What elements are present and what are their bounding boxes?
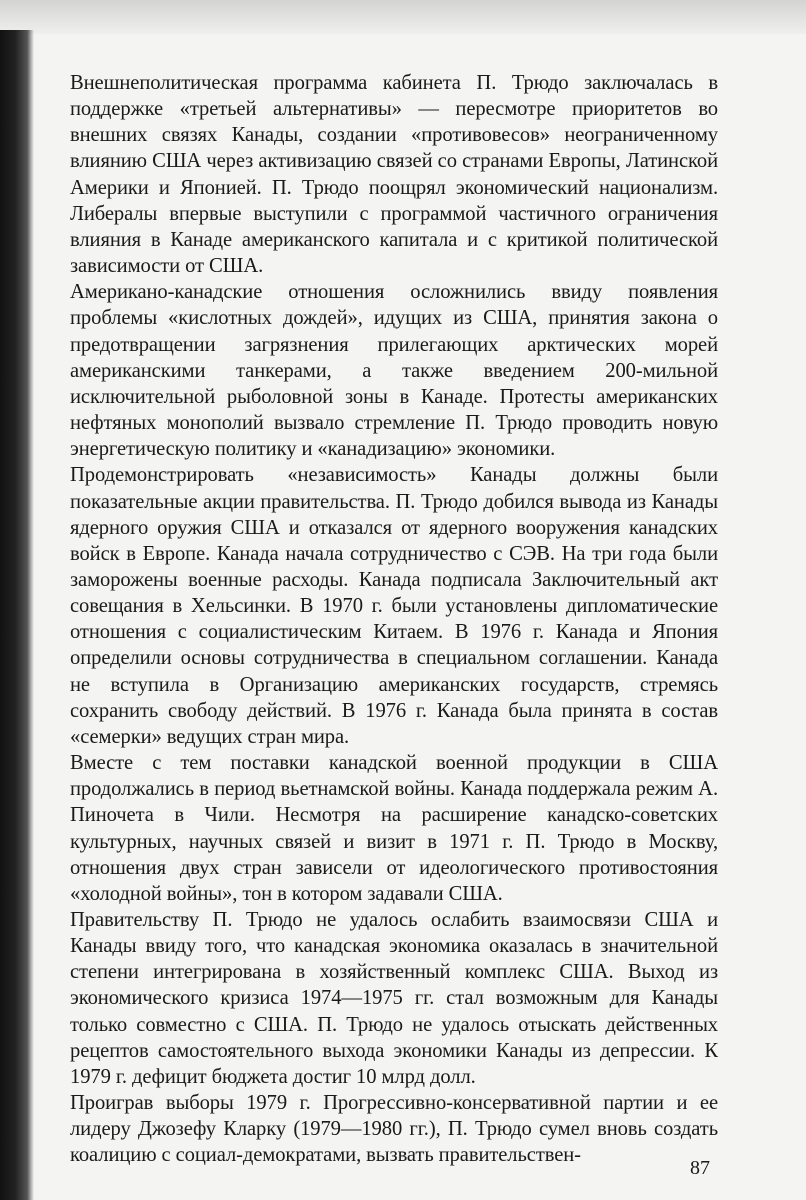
paragraph-4: Вместе с тем поставки канадской военной продукции в США продолжались в период вьетнамской войны. Канада поддержала режим А. Пиночета в Чили. Несмотря на расширение канадско-советских культурных, научных связей и визит в 1971 г. П. Трюдо в Москву, отношения двух стран зависели от идеологического противостояния «холодной войны», тон в котором задавали США. <box>70 752 718 905</box>
paragraph-1: Внешнеполитическая программа кабинета П. Трюдо заключалась в поддержке «третьей альтернативы» — пересмотре приоритетов во внешних связях Канады, создании «противовесов» неограниченному влиянию США через активизацию связей со странами Европы, Латинской Америки и Японией. П. Трюдо поощрял экономический национализм. Либералы впервые выступили с программой частичного ограничения влияния в Канаде американского капитала и с критикой политической зависимости от США. <box>70 72 718 278</box>
scan-top-shadow <box>0 0 806 34</box>
scan-binding-shadow <box>0 30 34 1200</box>
paragraph-5: Правительству П. Трюдо не удалось ослабить взаимосвязи США и Канады ввиду того, что канадская экономика оказалась в значительной степени интегрирована в хозяйственный комплекс США. Выход из экономического кризиса 1974—1975 гг. стал возможным для Канады только совместно с США. П. Трюдо не удалось отыскать действенных рецептов самостоятельного выхода экономики Канады из депрессии. К 1979 г. дефицит бюджета достиг 10 млрд долл. <box>70 909 718 1088</box>
page-number: 87 <box>690 1157 710 1179</box>
paragraph-3: Продемонстрировать «независимость» Канады должны были показательные акции правительства. П. Трюдо добился вывода из Канады ядерного оружия США и отказался от ядерного вооружения канадских войск в Европе. Канада начала сотрудничество с СЭВ. На три года были заморожены военные расходы. Канада подписала Заключительный акт совещания в Хельсинки. В 1970 г. были установлены дипломатические отношения с социалистическим Китаем. В 1976 г. Канада и Япония определили основы сотрудничества в специальном соглашении. Канада не вступила в Организацию американских государств, стремясь сохранить свободу действий. В 1976 г. Канада была принята в состав «семерки» ведущих стран мира. <box>70 464 718 748</box>
page-text <box>70 70 718 1169</box>
paragraph-6: Проиграв выборы 1979 г. Прогрессивно-консервативной партии и ее лидеру Джозефу Кларку (1979—1980 гг.), П. Трюдо сумел вновь создать коалицию с социал-демократами, вызвать правительствен- <box>70 1092 718 1167</box>
paragraph-2: Американо-канадские отношения осложнились ввиду появления проблемы «кислотных дождей», идущих из США, принятия закона о предотвращении загрязнения прилегающих арктических морей американскими танкерами, а также введением 200-мильной исключительной рыболовной зоны в Канаде. Протесты американских нефтяных монополий вызвало стремление П. Трюдо проводить новую энергетическую политику и «канадизацию» экономики. <box>70 281 718 461</box>
